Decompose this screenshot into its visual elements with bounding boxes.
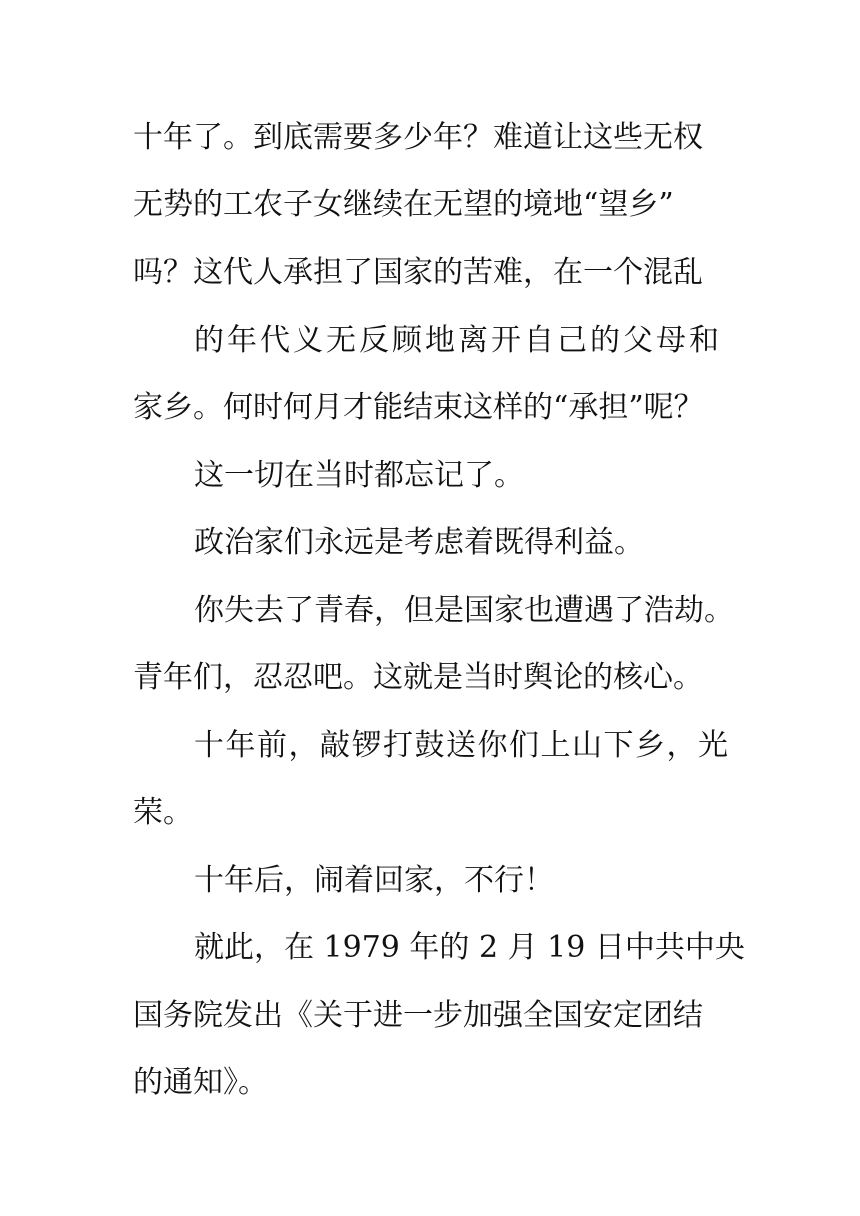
text-line: 青年们，忍忍吧。这就是当时舆论的核心。 <box>133 660 703 695</box>
text-line: 无势的工农子女继续在无望的境地“望乡” <box>133 187 674 222</box>
text-line: 家乡。何时何月才能结束这样的“承担”呢？ <box>133 390 704 425</box>
text-line: 荣。 <box>133 795 193 830</box>
text-line: 的通知》。 <box>133 1065 268 1100</box>
text-line: 这一切在当时都忘记了。 <box>194 458 524 493</box>
text-line: 你失去了青春，但是国家也遭遇了浩劫。 <box>194 593 734 628</box>
text-line: 的年代义无反顾地离开自己的父母和 <box>194 323 722 358</box>
text-line: 吗？这代人承担了国家的苦难，在一个混乱 <box>133 255 703 290</box>
text-line: 十年前，敲锣打鼓送你们上山下乡，光 <box>194 728 730 763</box>
text-line: 十年后，闹着回家，不行！ <box>194 863 554 898</box>
text-line: 国务院发出《关于进一步加强全国安定团结 <box>133 998 703 1033</box>
text-line: 就此，在 1979 年的 2 月 19 日中共中央 <box>194 930 745 965</box>
text-line: 政治家们永远是考虑着既得利益。 <box>194 525 644 560</box>
text-line: 十年了。到底需要多少年？难道让这些无权 <box>133 120 703 155</box>
